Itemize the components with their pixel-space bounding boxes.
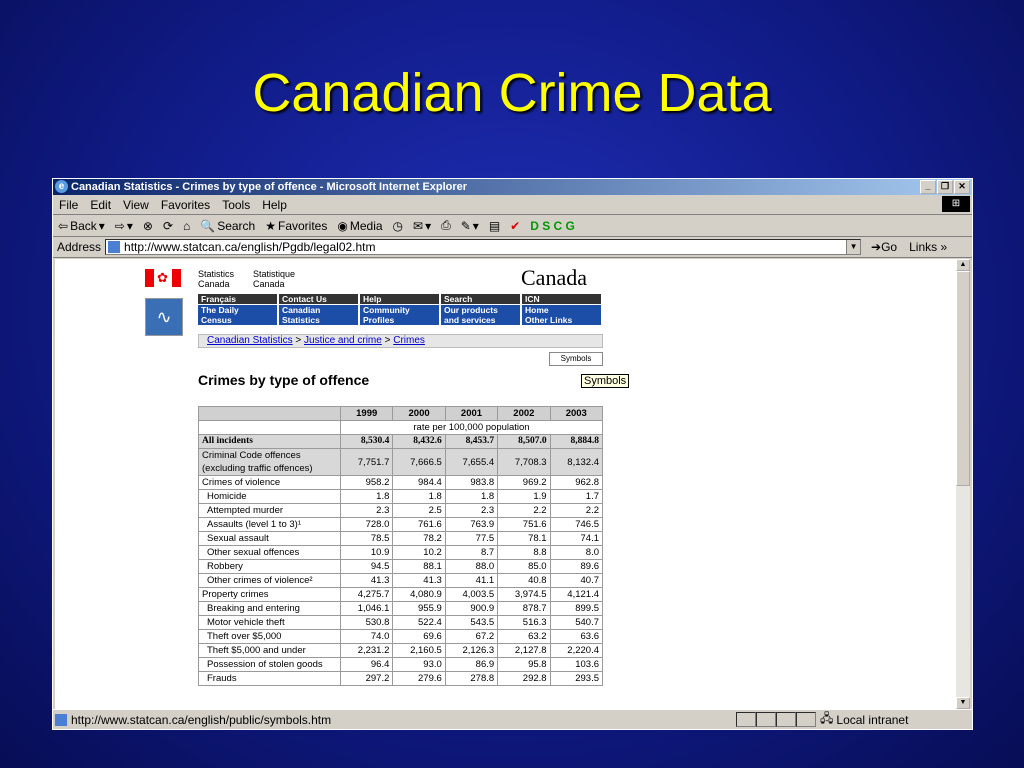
row-label: Breaking and entering bbox=[199, 602, 341, 616]
nav-community-profiles[interactable] bbox=[360, 305, 439, 325]
chevron-down-icon: ▾ bbox=[472, 218, 479, 233]
row-value: 8.7 bbox=[445, 546, 497, 560]
table-row bbox=[199, 435, 603, 449]
nav-canadian-statistics[interactable] bbox=[279, 305, 358, 325]
row-value: 2,220.4 bbox=[550, 644, 602, 658]
statcan-graph-icon: ∿ bbox=[145, 298, 183, 336]
unit-spacer bbox=[199, 421, 341, 435]
row-value: 1,046.1 bbox=[341, 602, 393, 616]
row-value: 900.9 bbox=[445, 602, 497, 616]
nav-services: and services bbox=[444, 315, 496, 325]
row-value: 41.3 bbox=[341, 574, 393, 588]
row-label: All incidents bbox=[199, 435, 341, 449]
toolbar bbox=[53, 215, 972, 237]
check-button[interactable] bbox=[505, 219, 525, 233]
row-value: 297.2 bbox=[341, 672, 393, 686]
refresh-icon: ⟳ bbox=[162, 218, 173, 233]
forward-icon: ⇨ bbox=[114, 218, 125, 233]
row-value: 2,126.3 bbox=[445, 644, 497, 658]
nav-products-services[interactable] bbox=[441, 305, 520, 325]
restore-button[interactable]: ❐ bbox=[937, 180, 953, 194]
row-value: 516.3 bbox=[498, 616, 550, 630]
row-value: 41.3 bbox=[393, 574, 445, 588]
row-value: 88.1 bbox=[393, 560, 445, 574]
row-value: 540.7 bbox=[550, 616, 602, 630]
row-value: 899.5 bbox=[550, 602, 602, 616]
row-value: 2,160.5 bbox=[393, 644, 445, 658]
favorites-icon: ★ bbox=[265, 218, 276, 233]
stop-icon: ⊗ bbox=[142, 218, 153, 233]
row-label: Frauds bbox=[199, 672, 341, 686]
canada-flag-icon: ✿ bbox=[145, 269, 181, 287]
statcan-en-line2: Canada bbox=[198, 279, 230, 289]
statcan-en-line1: Statistics bbox=[198, 269, 235, 279]
row-value: 41.1 bbox=[445, 574, 497, 588]
row-value: 85.0 bbox=[498, 560, 550, 574]
status-bar bbox=[53, 709, 972, 729]
edit-button[interactable] bbox=[456, 219, 484, 233]
row-value: 878.7 bbox=[498, 602, 550, 616]
row-value: 96.4 bbox=[341, 658, 393, 672]
chevron-down-icon: ▾ bbox=[425, 218, 432, 233]
window-title: Canadian Statistics - Crimes by type of offence - Microsoft Internet Explorer bbox=[71, 181, 468, 193]
go-label: Go bbox=[881, 240, 898, 254]
row-value: 279.6 bbox=[393, 672, 445, 686]
edit-icon: ✎ bbox=[460, 218, 471, 233]
search-label: Search bbox=[217, 218, 256, 233]
row-value: 1.8 bbox=[393, 490, 445, 504]
row-value: 74.0 bbox=[341, 630, 393, 644]
table-row bbox=[199, 546, 603, 560]
row-value: 728.0 bbox=[341, 518, 393, 532]
table-row bbox=[199, 616, 603, 630]
row-value: 67.2 bbox=[445, 630, 497, 644]
row-value: 763.9 bbox=[445, 518, 497, 532]
media-label: Media bbox=[349, 218, 383, 233]
links-label: Links bbox=[909, 240, 938, 254]
table-row bbox=[199, 476, 603, 490]
menu-bar bbox=[53, 195, 972, 215]
row-value: 78.1 bbox=[498, 532, 550, 546]
table-row bbox=[199, 518, 603, 532]
nav-community: Community bbox=[363, 305, 410, 315]
page-content bbox=[55, 259, 958, 709]
row-value: 86.9 bbox=[445, 658, 497, 672]
row-label: Other sexual offences bbox=[199, 546, 341, 560]
table-row bbox=[199, 532, 603, 546]
address-bar bbox=[53, 237, 972, 258]
address-value: http://www.statcan.ca/english/Pgdb/legal02.htm bbox=[124, 240, 376, 254]
scroll-thumb[interactable] bbox=[956, 271, 970, 486]
dscg-toolbar[interactable]: D S C G bbox=[530, 218, 575, 233]
nav-search[interactable]: Search bbox=[441, 294, 520, 304]
menu-help[interactable]: Help bbox=[262, 197, 287, 212]
row-value: 2.3 bbox=[341, 504, 393, 518]
row-value: 77.5 bbox=[445, 532, 497, 546]
symbols-button[interactable]: Symbols bbox=[549, 352, 603, 366]
row-value: 74.1 bbox=[550, 532, 602, 546]
windows-logo-icon: ⊞ bbox=[942, 196, 970, 212]
row-value: 93.0 bbox=[393, 658, 445, 672]
refresh-button[interactable] bbox=[158, 219, 178, 233]
menu-edit[interactable]: Edit bbox=[90, 197, 112, 212]
row-value: 955.9 bbox=[393, 602, 445, 616]
row-value: 4,275.7 bbox=[341, 588, 393, 602]
menu-favorites[interactable]: Favorites bbox=[160, 197, 211, 212]
row-value: 63.6 bbox=[550, 630, 602, 644]
chevron-down-icon: ▾ bbox=[126, 218, 133, 233]
row-value: 2,231.2 bbox=[341, 644, 393, 658]
row-value: 751.6 bbox=[498, 518, 550, 532]
row-value: 8,432.6 bbox=[393, 435, 445, 449]
row-value: 8,507.0 bbox=[498, 435, 550, 449]
links-button[interactable]: Links » bbox=[909, 240, 948, 254]
crime-table bbox=[198, 406, 603, 686]
year-header: 2000 bbox=[393, 407, 445, 421]
breadcrumb: Canadian Statistics > Justice and crime > Crimes bbox=[198, 334, 603, 348]
row-value: 78.5 bbox=[341, 532, 393, 546]
nav-statistics: Statistics bbox=[282, 315, 320, 325]
row-value: 4,080.9 bbox=[393, 588, 445, 602]
row-value: 293.5 bbox=[550, 672, 602, 686]
statcan-fr-line2: Canada bbox=[253, 279, 285, 289]
row-value: 4,003.5 bbox=[445, 588, 497, 602]
row-label: Criminal Code offences (excluding traffic offences) bbox=[199, 449, 341, 476]
row-label: Theft over $5,000 bbox=[199, 630, 341, 644]
row-value: 69.6 bbox=[393, 630, 445, 644]
row-value: 7,751.7 bbox=[341, 449, 393, 476]
search-button[interactable] bbox=[195, 219, 260, 233]
row-value: 94.5 bbox=[341, 560, 393, 574]
nav-contact-us[interactable]: Contact Us bbox=[279, 294, 358, 304]
statcan-fr-line1: Statistique bbox=[253, 269, 296, 279]
breadcrumb-crimes[interactable]: Crimes bbox=[393, 335, 425, 346]
row-label: Theft $5,000 and under bbox=[199, 644, 341, 658]
year-header: 2001 bbox=[445, 407, 497, 421]
row-value: 278.8 bbox=[445, 672, 497, 686]
media-button[interactable] bbox=[332, 219, 387, 233]
discuss-button[interactable] bbox=[484, 219, 505, 233]
back-label: Back bbox=[70, 218, 97, 233]
row-value: 2.3 bbox=[445, 504, 497, 518]
table-row bbox=[199, 504, 603, 518]
mail-button[interactable] bbox=[408, 219, 436, 233]
unit-label: rate per 100,000 population bbox=[341, 421, 603, 435]
breadcrumb-canadian-statistics[interactable]: Canadian Statistics bbox=[207, 335, 293, 346]
row-label: Motor vehicle theft bbox=[199, 616, 341, 630]
table-row bbox=[199, 672, 603, 686]
history-button[interactable] bbox=[388, 219, 408, 233]
minimize-button[interactable]: _ bbox=[920, 180, 936, 194]
row-value: 984.4 bbox=[393, 476, 445, 490]
menu-tools[interactable]: Tools bbox=[222, 197, 251, 212]
table-header-label bbox=[199, 407, 341, 421]
nav-help[interactable]: Help bbox=[360, 294, 439, 304]
row-value: 8,453.7 bbox=[445, 435, 497, 449]
go-icon: ➔ bbox=[871, 240, 882, 254]
row-value: 2.2 bbox=[498, 504, 550, 518]
check-icon: ✔ bbox=[510, 218, 521, 233]
breadcrumb-justice[interactable]: Justice and crime bbox=[304, 335, 382, 346]
row-label: Crimes of violence bbox=[199, 476, 341, 490]
row-value: 40.7 bbox=[550, 574, 602, 588]
browser-window bbox=[52, 178, 973, 730]
row-value: 522.4 bbox=[393, 616, 445, 630]
status-pane bbox=[756, 712, 776, 727]
status-pane bbox=[776, 712, 796, 727]
scroll-up-button[interactable]: ▲ bbox=[956, 259, 970, 271]
row-value: 7,666.5 bbox=[393, 449, 445, 476]
discuss-icon: ▤ bbox=[488, 218, 501, 233]
row-value: 88.0 bbox=[445, 560, 497, 574]
row-value: 2.2 bbox=[550, 504, 602, 518]
table-row bbox=[199, 602, 603, 616]
row-value: 8,530.4 bbox=[341, 435, 393, 449]
nav-home-links[interactable] bbox=[522, 305, 601, 325]
statcan-en bbox=[198, 269, 234, 289]
canada-wordmark: Canada bbox=[521, 265, 587, 290]
nav-other-links[interactable]: Other Links bbox=[525, 315, 573, 325]
nav-canadian: Canadian bbox=[282, 305, 321, 315]
address-dropdown-button[interactable]: ▼ bbox=[846, 240, 860, 254]
intranet-icon: 🖧 bbox=[820, 711, 834, 725]
close-button[interactable]: ✕ bbox=[954, 180, 970, 194]
row-value: 8,884.8 bbox=[550, 435, 602, 449]
table-row bbox=[199, 630, 603, 644]
vertical-scrollbar[interactable] bbox=[956, 259, 970, 709]
nav-daily[interactable]: The Daily bbox=[201, 305, 239, 315]
nav-daily-census[interactable] bbox=[198, 305, 277, 325]
media-icon: ◉ bbox=[337, 218, 348, 233]
row-label: Attempted murder bbox=[199, 504, 341, 518]
nav-home[interactable]: Home bbox=[525, 305, 549, 315]
table-row bbox=[199, 588, 603, 602]
row-value: 1.9 bbox=[498, 490, 550, 504]
slide-title: Canadian Crime Data bbox=[252, 63, 772, 123]
back-icon: ⇦ bbox=[58, 218, 69, 233]
row-value: 543.5 bbox=[445, 616, 497, 630]
chevron-down-icon: ▾ bbox=[98, 218, 105, 233]
row-label: Possession of stolen goods bbox=[199, 658, 341, 672]
nav-products: Our products bbox=[444, 305, 498, 315]
page-icon bbox=[55, 714, 67, 726]
row-value: 983.8 bbox=[445, 476, 497, 490]
row-value: 78.2 bbox=[393, 532, 445, 546]
menu-view[interactable]: View bbox=[123, 197, 149, 212]
favorites-button[interactable] bbox=[260, 219, 332, 233]
print-icon: ⎙ bbox=[441, 218, 451, 232]
row-value: 4,121.4 bbox=[550, 588, 602, 602]
row-value: 3,974.5 bbox=[498, 588, 550, 602]
row-label: Robbery bbox=[199, 560, 341, 574]
row-label: Homicide bbox=[199, 490, 341, 504]
row-value: 95.8 bbox=[498, 658, 550, 672]
history-icon: ◷ bbox=[392, 218, 404, 233]
year-header: 1999 bbox=[341, 407, 393, 421]
favorites-label: Favorites bbox=[278, 218, 328, 233]
menu-file[interactable]: File bbox=[59, 197, 79, 212]
ie-icon: e bbox=[55, 180, 68, 193]
row-value: 962.8 bbox=[550, 476, 602, 490]
row-value: 40.8 bbox=[498, 574, 550, 588]
row-value: 8.0 bbox=[550, 546, 602, 560]
status-url: http://www.statcan.ca/english/public/symbols.htm bbox=[71, 712, 332, 727]
back-button[interactable] bbox=[53, 219, 110, 233]
go-button[interactable] bbox=[861, 240, 897, 254]
home-button[interactable] bbox=[178, 219, 195, 233]
scroll-down-button[interactable]: ▼ bbox=[956, 697, 970, 709]
site-navigation bbox=[198, 294, 603, 326]
row-value: 1.7 bbox=[550, 490, 602, 504]
row-value: 10.2 bbox=[393, 546, 445, 560]
year-header: 2003 bbox=[550, 407, 602, 421]
table-row bbox=[199, 658, 603, 672]
table-row bbox=[199, 644, 603, 658]
row-value: 2.5 bbox=[393, 504, 445, 518]
nav-francais[interactable]: Français bbox=[198, 294, 277, 304]
stop-button[interactable] bbox=[138, 219, 158, 233]
home-icon: ⌂ bbox=[183, 218, 191, 233]
row-value: 958.2 bbox=[341, 476, 393, 490]
nav-icn[interactable]: ICN bbox=[522, 294, 601, 304]
statcan-fr bbox=[253, 269, 295, 289]
table-row bbox=[199, 560, 603, 574]
row-value: 2,127.8 bbox=[498, 644, 550, 658]
nav-profiles: Profiles bbox=[363, 315, 395, 325]
row-value: 8.8 bbox=[498, 546, 550, 560]
status-zone: Local intranet bbox=[836, 712, 909, 727]
row-label: Property crimes bbox=[199, 588, 341, 602]
row-label: Sexual assault bbox=[199, 532, 341, 546]
row-value: 292.8 bbox=[498, 672, 550, 686]
row-value: 7,655.4 bbox=[445, 449, 497, 476]
row-value: 7,708.3 bbox=[498, 449, 550, 476]
mail-icon: ✉ bbox=[413, 218, 424, 233]
row-value: 8,132.4 bbox=[550, 449, 602, 476]
table-row bbox=[199, 449, 603, 476]
page-title: Crimes by type of offence bbox=[198, 372, 370, 388]
print-button[interactable] bbox=[436, 218, 456, 233]
row-value: 969.2 bbox=[498, 476, 550, 490]
row-value: 746.5 bbox=[550, 518, 602, 532]
status-pane bbox=[736, 712, 756, 727]
row-value: 530.8 bbox=[341, 616, 393, 630]
search-icon: 🔍 bbox=[200, 218, 216, 233]
year-header: 2002 bbox=[498, 407, 550, 421]
table-row bbox=[199, 574, 603, 588]
nav-census[interactable]: Census bbox=[201, 315, 232, 325]
row-value: 103.6 bbox=[550, 658, 602, 672]
row-label: Other crimes of violence² bbox=[199, 574, 341, 588]
table-row bbox=[199, 490, 603, 504]
address-input[interactable] bbox=[105, 239, 861, 255]
title-bar bbox=[53, 179, 972, 195]
page-icon bbox=[108, 241, 120, 253]
address-label: Address bbox=[57, 240, 102, 254]
row-value: 1.8 bbox=[445, 490, 497, 504]
row-label: Assaults (level 1 to 3)¹ bbox=[199, 518, 341, 532]
row-value: 10.9 bbox=[341, 546, 393, 560]
row-value: 63.2 bbox=[498, 630, 550, 644]
symbols-tooltip: Symbols bbox=[581, 374, 629, 388]
status-pane bbox=[796, 712, 816, 727]
row-value: 761.6 bbox=[393, 518, 445, 532]
row-value: 1.8 bbox=[341, 490, 393, 504]
forward-button[interactable] bbox=[110, 219, 138, 233]
row-value: 89.6 bbox=[550, 560, 602, 574]
